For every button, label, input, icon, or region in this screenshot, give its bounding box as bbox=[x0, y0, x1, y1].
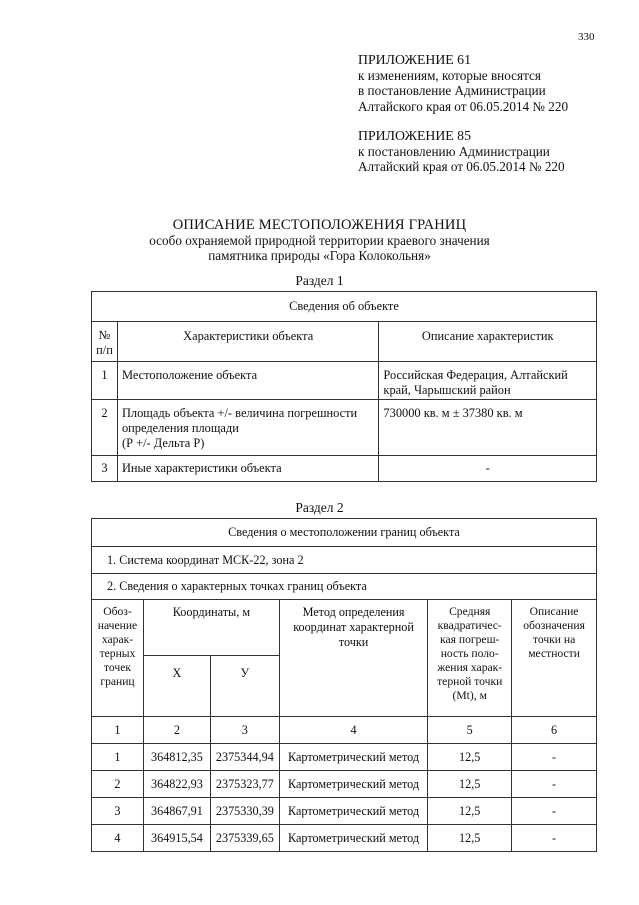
row-description: Российская Федерация, Алтайский край, Чарышский район bbox=[379, 362, 597, 400]
object-info-table bbox=[91, 291, 597, 482]
point-y: 2375330,39 bbox=[210, 798, 279, 825]
section-1-header: Сведения об объекте bbox=[92, 292, 597, 322]
column-header-number: № п/п bbox=[92, 322, 118, 362]
column-number: 3 bbox=[210, 717, 279, 744]
appendix-85-heading: ПРИЛОЖЕНИЕ 85 bbox=[358, 128, 471, 143]
point-x: 364867,91 bbox=[143, 798, 210, 825]
section-2-header: Сведения о местоположении границ объекта bbox=[92, 519, 597, 547]
document-subtitle: особо охраняемой природной территории краевого значения bbox=[149, 233, 490, 248]
section-1-label: Раздел 1 bbox=[295, 273, 344, 288]
column-header-description: Описание характеристик bbox=[379, 322, 597, 362]
appendix-61-heading: ПРИЛОЖЕНИЕ 61 bbox=[358, 52, 471, 67]
row-description: 730000 кв. м ± 37380 кв. м bbox=[379, 400, 597, 456]
appendix-61-block bbox=[358, 52, 568, 114]
point-marker: - bbox=[512, 798, 597, 825]
column-header-y: У bbox=[210, 656, 279, 717]
point-method: Картометрический метод bbox=[279, 825, 427, 852]
appendix-85-line: Алтайский края от 06.05.2014 № 220 bbox=[358, 159, 565, 174]
row-number: 3 bbox=[92, 456, 118, 482]
column-number: 6 bbox=[512, 717, 597, 744]
point-method: Картометрический метод bbox=[279, 798, 427, 825]
table-row bbox=[92, 771, 597, 798]
column-header-characteristics: Характеристики объекта bbox=[117, 322, 378, 362]
point-y: 2375344,94 bbox=[210, 744, 279, 771]
column-header-marker-description: Описание обозначения точки на местности bbox=[512, 600, 597, 717]
section-2-label: Раздел 2 bbox=[295, 500, 344, 515]
appendix-61-line: в постановление Администрации bbox=[358, 83, 546, 98]
point-id: 2 bbox=[92, 771, 144, 798]
row-characteristic: Иные характеристики объекта bbox=[117, 456, 378, 482]
table-row bbox=[92, 798, 597, 825]
appendix-61-line: к изменениям, которые вносятся bbox=[358, 67, 541, 83]
column-header-method: Метод определения координат характерной точки bbox=[279, 600, 427, 717]
point-method: Картометрический метод bbox=[279, 771, 427, 798]
appendix-85-line: к постановлению Администрации bbox=[358, 143, 550, 159]
points-info-line: 2. Сведения о характерных точках границ объекта bbox=[92, 574, 597, 600]
point-id: 1 bbox=[92, 744, 144, 771]
point-x: 364915,54 bbox=[143, 825, 210, 852]
row-characteristic-cell bbox=[117, 400, 378, 456]
point-marker: - bbox=[512, 744, 597, 771]
point-error: 12,5 bbox=[428, 744, 512, 771]
document-title: ОПИСАНИЕ МЕСТОПОЛОЖЕНИЯ ГРАНИЦ bbox=[172, 217, 467, 233]
row-description: - bbox=[379, 456, 597, 482]
column-number: 4 bbox=[279, 717, 427, 744]
table-row bbox=[92, 825, 597, 852]
point-error: 12,5 bbox=[428, 825, 512, 852]
point-error: 12,5 bbox=[428, 771, 512, 798]
document-title-block bbox=[0, 218, 639, 263]
point-marker: - bbox=[512, 825, 597, 852]
table-row bbox=[92, 400, 597, 456]
appendix-61-line: Алтайского края от 06.05.2014 № 220 bbox=[358, 98, 569, 114]
point-marker: - bbox=[512, 771, 597, 798]
table-row bbox=[92, 456, 597, 482]
point-x: 364822,93 bbox=[143, 771, 210, 798]
table-row bbox=[92, 744, 597, 771]
row-number: 1 bbox=[92, 362, 118, 400]
appendix-85-block bbox=[358, 128, 565, 175]
point-error: 12,5 bbox=[428, 798, 512, 825]
column-header-x: Х bbox=[143, 656, 210, 717]
page-number: 330 bbox=[578, 31, 595, 43]
column-number: 5 bbox=[428, 717, 512, 744]
column-header-mean-error: Средняя квадратичес-кая погреш-ность поло-жения харак-терной точки (Mt), м bbox=[428, 600, 512, 717]
point-x: 364812,35 bbox=[143, 744, 210, 771]
point-y: 2375339,65 bbox=[210, 825, 279, 852]
row-characteristic: Местоположение объекта bbox=[117, 362, 378, 400]
column-header-coordinates: Координаты, м bbox=[143, 600, 279, 656]
point-id: 3 bbox=[92, 798, 144, 825]
point-method: Картометрический метод bbox=[279, 744, 427, 771]
document-subtitle: памятника природы «Гора Колокольня» bbox=[208, 248, 431, 263]
row-characteristic: Площадь объекта +/- величина погрешности определения площади bbox=[121, 406, 358, 435]
point-y: 2375323,77 bbox=[210, 771, 279, 798]
table-row bbox=[92, 362, 597, 400]
column-number: 2 bbox=[143, 717, 210, 744]
boundary-points-table bbox=[91, 518, 597, 852]
point-id: 4 bbox=[92, 825, 144, 852]
column-number: 1 bbox=[92, 717, 144, 744]
column-header-point-designation: Обоз-начение харак-терных точек границ bbox=[92, 600, 144, 717]
row-number: 2 bbox=[92, 400, 118, 456]
row-characteristic-formula: (Р +/- Дельта Р) bbox=[121, 436, 205, 450]
coordinate-system-line: 1. Система координат МСК-22, зона 2 bbox=[92, 547, 597, 574]
